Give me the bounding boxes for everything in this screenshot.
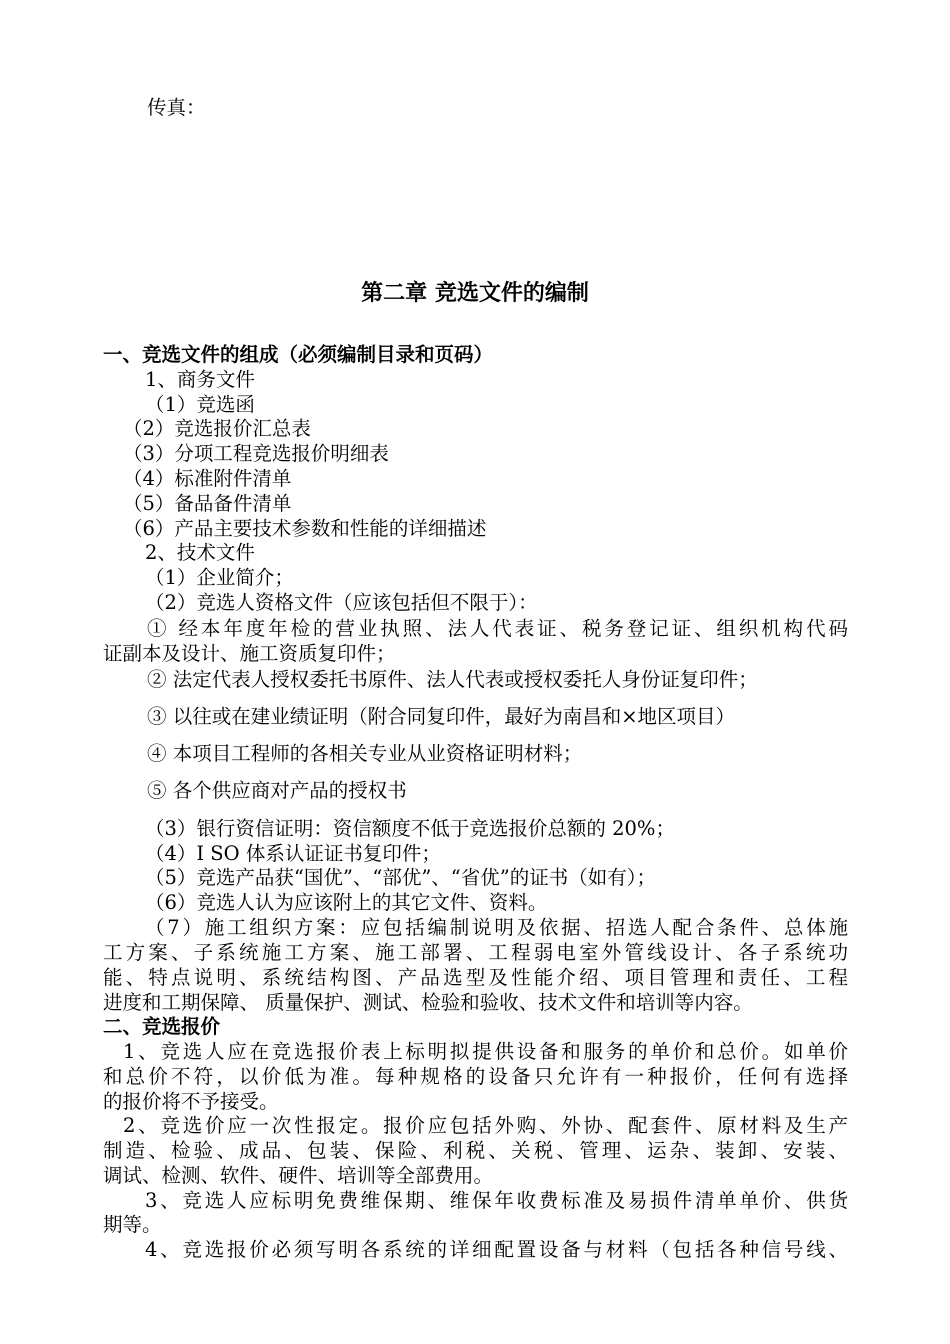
- construction-plan-line: （7）施工组织方案：应包括编制说明及依据、招选人配合条件、总体施: [145, 916, 848, 939]
- quotation-paragraph-line: 4、竞选报价必须写明各系统的详细配置设备与材料（包括各种信号线、: [145, 1238, 848, 1261]
- quotation-paragraph-line: 的报价将不予接受。: [103, 1090, 279, 1113]
- construction-plan-line: 工方案、子系统施工方案、施工部署、工程弱电室外管线设计、各子系统功: [103, 941, 848, 964]
- list-item: （5）竞选产品获“国优”、“部优”、“省优”的证书（如有）；: [145, 866, 656, 889]
- list-item: （4）标准附件清单: [123, 467, 292, 490]
- quotation-paragraph-line: 和总价不符，以价低为准。每种规格的设备只允许有一种报价，任何有选择: [103, 1065, 848, 1088]
- list-item: （2）竞选报价汇总表: [123, 417, 311, 440]
- list-item: （6）产品主要技术参数和性能的详细描述: [123, 517, 487, 540]
- quotation-paragraph-line: 期等。: [103, 1213, 162, 1236]
- section-heading-quotation: 二、竞选报价: [103, 1015, 221, 1038]
- section-heading-composition: 一、竞选文件的组成（必须编制目录和页码）: [103, 343, 494, 366]
- list-item: （5）备品备件清单: [123, 492, 292, 515]
- business-docs-title: 1、商务文件: [145, 368, 255, 391]
- qualification-3: ③ 以往或在建业绩证明（附合同复印件，最好为南昌和×地区项目）: [147, 705, 736, 728]
- list-item: （2）竞选人资格文件（应该包括但不限于）：: [145, 591, 538, 614]
- list-item: （4）I SO 体系认证证书复印件；: [145, 842, 441, 865]
- list-item: （1）竞选函: [145, 393, 255, 416]
- quotation-paragraph-line: 2、竞选价应一次性报定。报价应包括外购、外协、配套件、原材料及生产: [123, 1114, 848, 1137]
- list-item: （3）分项工程竞选报价明细表: [123, 442, 389, 465]
- chapter-title: 第二章 竞选文件的编制: [361, 280, 589, 306]
- fax-label: 传真：: [147, 96, 206, 119]
- list-item: （6）竞选人认为应该附上的其它文件、资料。: [145, 891, 548, 914]
- quotation-paragraph-line: 1、竞选人应在竞选报价表上标明拟提供设备和服务的单价和总价。如单价: [123, 1040, 848, 1063]
- construction-plan-line: 进度和工期保障、 质量保护、测试、检验和验收、技术文件和培训等内容。: [103, 991, 753, 1014]
- technical-docs-title: 2、技术文件: [145, 541, 255, 564]
- qualification-1-line1: ① 经本年度年检的营业执照、法人代表证、税务登记证、组织机构代码: [147, 617, 848, 640]
- construction-plan-line: 能、特点说明、系统结构图、产品选型及性能介绍、项目管理和责任、工程: [103, 966, 848, 989]
- qualification-1-line2: 证副本及设计、施工资质复印件；: [103, 642, 396, 665]
- qualification-2: ② 法定代表人授权委托书原件、法人代表或授权委托人身份证复印件；: [147, 668, 758, 691]
- qualification-4: ④ 本项目工程师的各相关专业从业资格证明材料；: [147, 742, 583, 765]
- list-item: （1）企业简介；: [145, 566, 294, 589]
- quotation-paragraph-line: 制造、检验、成品、包装、保险、利税、关税、管理、运杂、装卸、安装、: [103, 1139, 848, 1162]
- list-item: （3）银行资信证明：资信额度不低于竞选报价总额的 20%；: [145, 817, 675, 840]
- qualification-5: ⑤ 各个供应商对产品的授权书: [147, 779, 407, 802]
- quotation-paragraph-line: 调试、检测、软件、硬件、培训等全部费用。: [103, 1164, 494, 1187]
- quotation-paragraph-line: 3、竞选人应标明免费维保期、维保年收费标准及易损件清单单价、供货: [145, 1189, 848, 1212]
